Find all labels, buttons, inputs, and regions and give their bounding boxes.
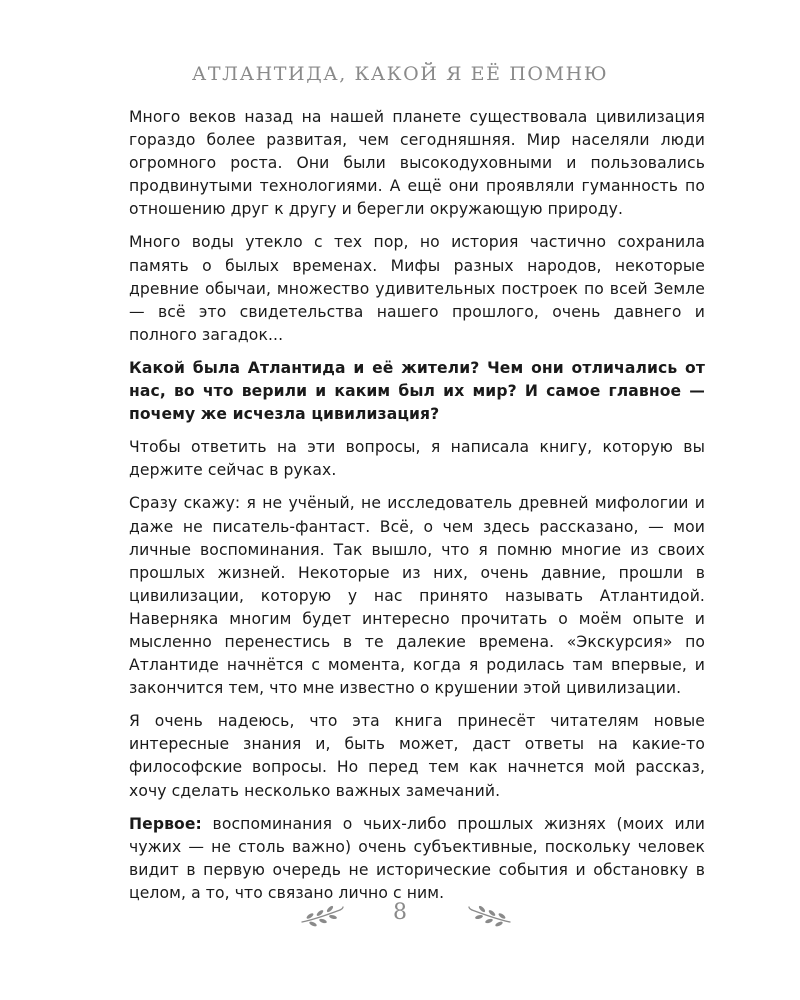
paragraph-6: Я очень надеюсь, что эта книга принесёт читателям новые интересные знания и, быть может, даст ответы на какие-то философские вопросы. Но перед тем как начнется мой рассказ, хочу сделать несколько важных замечаний. [129,712,705,800]
laurel-sprig-right-icon [468,904,512,928]
paragraph-7 [129,813,705,905]
paragraph-3-bold-question: Какой была Атлантида и её жители? Чем они отличались от нас, во что верили и каким был их мир? И самое главное — почему же исчезла цивилизация? [129,358,705,424]
page-number: 8 [393,900,407,925]
paragraph-5: Сразу скажу: я не учёный, не исследователь древней мифологии и даже не писатель-фантаст. Всё, о чем здесь рассказано, — мои личные воспоминания. Так вышло, что я помню многие из своих прошлых жизней. Некоторые из них, очень давние, прошли в цивилизации, которую у нас принято называть Атлантидой. Наверняка многим будет интересно прочитать о моём опыте и мысленно перенестись в те далекие времена. «Экскурсия» по Атлантиде начнётся с момента, когда я родилась там впервые, и закончится тем, что мне известно о крушении этой цивилизации. [129,494,705,698]
folio [0,896,800,936]
body-text [129,106,705,915]
lead-in-first: Первое: [129,814,202,833]
paragraph-4: Чтобы ответить на эти вопросы, я написала книгу, которую вы держите сейчас в руках. [129,438,705,480]
paragraph-2: Много воды утекло с тех пор, но история частично сохранила память о былых временах. Мифы разных народов, некоторые древние обычаи, множество удивительных построек по всей Земле — всё это свидетельства нашего прошлого, очень давнего и полного загадок... [129,233,705,344]
running-title: АТЛАНТИДА, КАКОЙ Я ЕЁ ПОМНЮ [191,63,609,85]
paragraph-7-text: воспоминания о чьих-либо прошлых жизнях (моих или чужих — не столь важно) очень субъективные, поскольку человек видит в первую очередь не исторические события и обстановку в целом, а то, что связано лично с ним. [129,814,705,902]
paragraph-1: Много веков назад на нашей планете существовала цивилизация гораздо более развитая, чем сегодняшняя. Мир населяли люди огромного роста. Они были высокодуховными и пользовались продвинутыми технологиями. А ещё они проявляли гуманность по отношению друг к другу и берегли окружающую природу. [129,108,705,219]
